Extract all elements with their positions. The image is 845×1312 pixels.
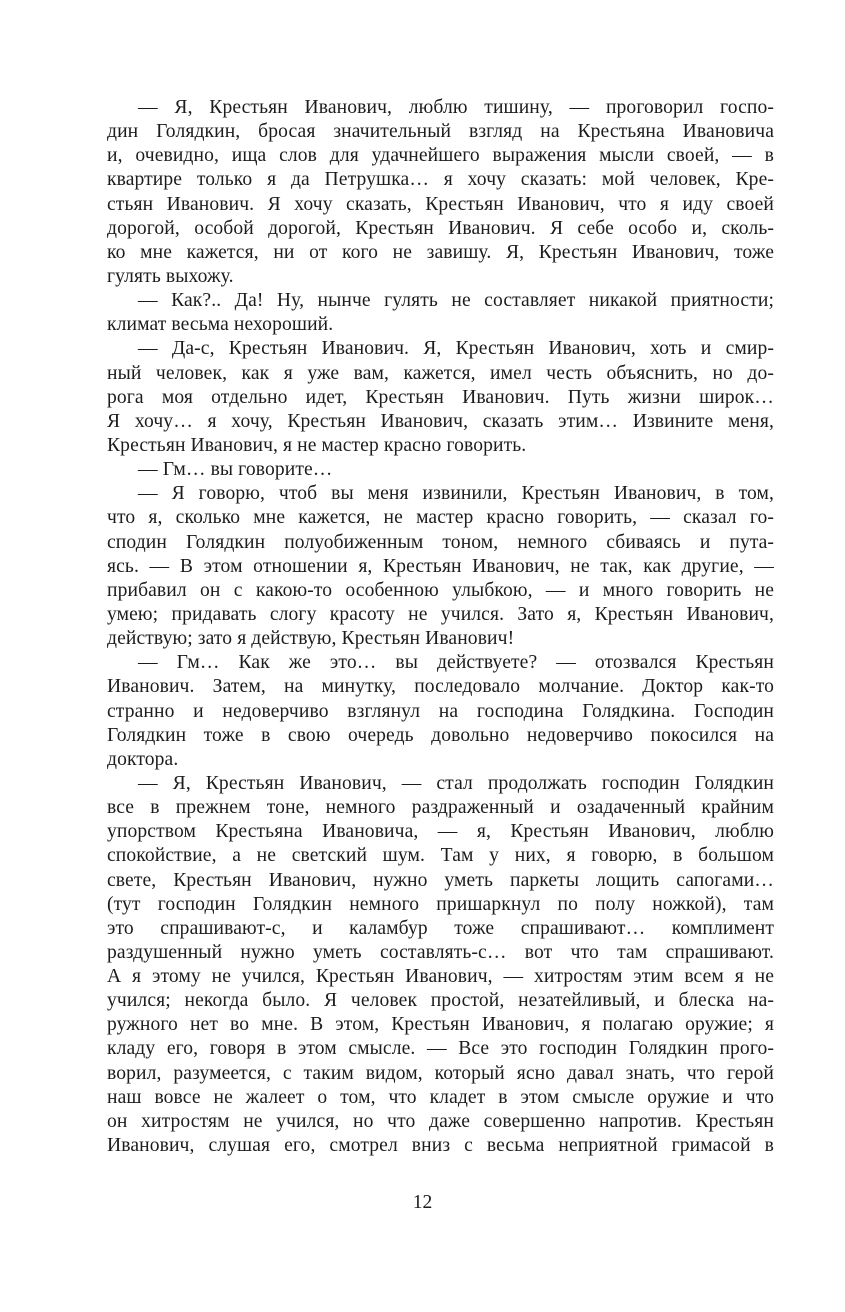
text-line: что я, сколько мне кажется, не мастер красно говорить, — сказал го- — [107, 507, 774, 529]
text-line: Крестьян Иванович, я не мастер красно говорить. — [107, 434, 527, 456]
text-line: действую; зато я действую, Крестьян Иванович! — [107, 628, 515, 650]
text-line: (тут господин Голядкин немного пришаркнул по полу ножкой), там — [107, 893, 774, 915]
text-line: свете, Крестьян Иванович, нужно уметь паркеты лощить сапогами… — [107, 869, 774, 891]
page-number: 12 — [412, 1192, 433, 1213]
text-line: все в прежнем тоне, немного раздраженный и озадаченный крайним — [107, 797, 774, 819]
text-line: наш вовсе не жалеет о том, что кладет в этом смысле оружие и что — [107, 1086, 774, 1108]
text-line: — Гм… вы говорите… — [138, 459, 333, 481]
text-line: упорством Крестьяна Ивановича, — я, Крестьян Иванович, люблю — [107, 821, 774, 843]
text-line: это спрашивают-с, и каламбур тоже спрашивают… комплимент — [107, 917, 774, 939]
text-line: доктора. — [107, 748, 179, 770]
text-line: ясь. — В этом отношении я, Крестьян Иванович, не так, как другие, — — [107, 555, 774, 577]
text-line: и, очевидно, ища слов для удачнейшего выражения мысли своей, — в — [107, 145, 774, 167]
text-line: дорогой, особой дорогой, Крестьян Иванович. Я себе особо и, сколь- — [107, 217, 774, 239]
text-line: Я хочу… я хочу, Крестьян Иванович, сказать этим… Извините меня, — [107, 410, 774, 432]
text-line: рога моя отдельно идет, Крестьян Иванович. Путь жизни широк… — [107, 386, 774, 408]
text-line: кладу его, говоря в этом смысле. — Все это господин Голядкин прого- — [107, 1038, 774, 1060]
text-line: — Я, Крестьян Иванович, — стал продолжать господин Голядкин — [138, 772, 774, 794]
text-line: — Я, Крестьян Иванович, люблю тишину, — проговорил госпо- — [138, 97, 774, 118]
text-line: странно и недоверчиво взглянул на господина Голядкина. Господин — [107, 700, 774, 722]
text-line: дин Голядкин, бросая значительный взгляд на Крестьяна Ивановича — [107, 121, 774, 143]
text-line: ко мне кажется, ни от кого не завишу. Я, Крестьян Иванович, тоже — [107, 241, 774, 263]
text-line: квартире только я да Петрушка… я хочу сказать: мой человек, Кре- — [107, 169, 774, 191]
text-line: спокойствие, а не светский шум. Там у них, я говорю, в большом — [107, 845, 774, 867]
text-line: умею; придавать слогу красоту не учился. Зато я, Крестьян Иванович, — [107, 603, 774, 625]
text-line: стьян Иванович. Я хочу сказать, Крестьян Иванович, что я иду своей — [107, 193, 774, 215]
text-line: он хитростям не учился, но что даже совершенно напротив. Крестьян — [107, 1110, 774, 1132]
text-line: гулять выхожу. — [107, 265, 234, 287]
text-line: ный человек, как я уже вам, кажется, имел честь объяснить, но до- — [107, 362, 774, 384]
text-line: сподин Голядкин полуобиженным тоном, немного сбиваясь и путa- — [107, 531, 774, 553]
text-line: учился; некогда было. Я человек простой, незатейливый, и блеска на- — [107, 990, 774, 1012]
text-line: ружного нет во мне. В этом, Крестьян Иванович, я полагаю оружие; я — [107, 1014, 774, 1036]
text-line: Иванович, слушая его, смотрел вниз с весьма неприятной гримасой в — [107, 1135, 774, 1157]
text-line: А я этому не учился, Крестьян Иванович, — хитростям этим всем я не — [107, 966, 774, 988]
body-text — [107, 96, 774, 1158]
text-line: климат весьма нехороший. — [107, 314, 334, 336]
text-line: — Как?.. Да! Ну, нынче гулять не составляет никакой приятности; — [138, 290, 774, 312]
text-line: Иванович. Затем, на минутку, последовало молчание. Доктор как-то — [107, 676, 774, 698]
text-line: — Я говорю, чтоб вы меня извинили, Крестьян Иванович, в том, — [138, 483, 774, 505]
text-line: прибавил он с какою-то особенною улыбкою, — и много говорить не — [107, 579, 774, 601]
text-line: Голядкин тоже в свою очередь довольно недоверчиво покосился на — [107, 724, 774, 746]
text-line: раздушенный нужно уметь составлять-с… вот что там спрашивают. — [107, 941, 774, 963]
text-line: — Да-с, Крестьян Иванович. Я, Крестьян Иванович, хоть и смир- — [138, 338, 774, 360]
text-line: — Гм… Как же это… вы действуете? — отозвался Крестьян — [138, 652, 774, 674]
text-line: ворил, разумеется, с таким видом, который ясно давал знать, что герой — [107, 1062, 774, 1084]
